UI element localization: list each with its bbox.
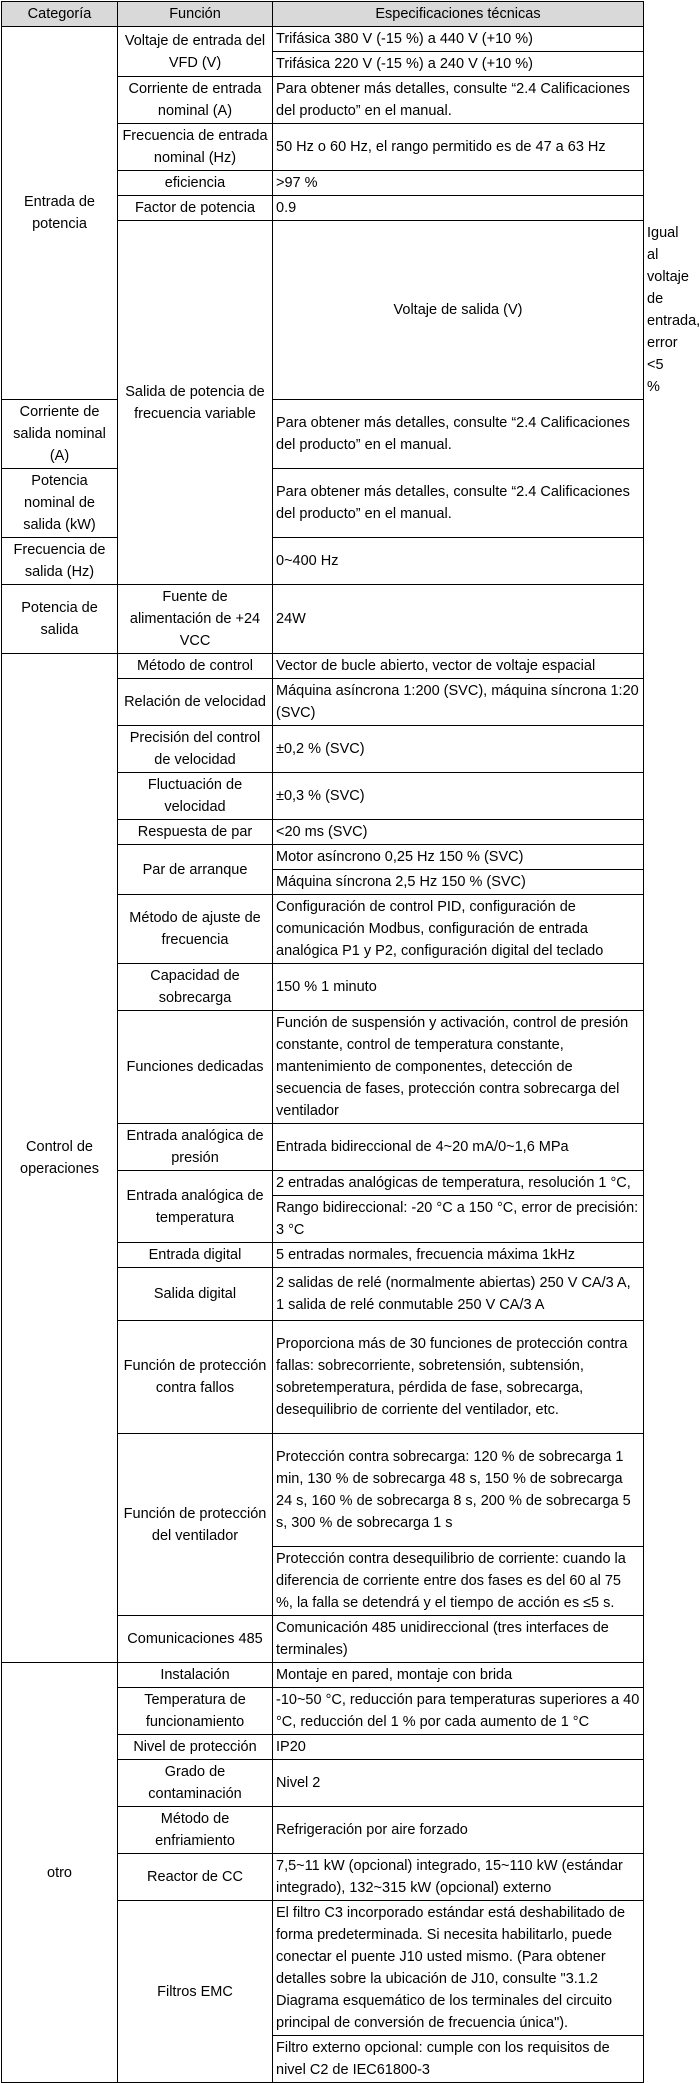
spec-cell: Protección contra desequilibrio de corriente: cuando la diferencia de corriente entre dos fases es del 60 al 75 %, la falla se detendrá y el tiempo de acción es ≤5 s. (273, 1547, 644, 1616)
function-cell: Respuesta de par (118, 820, 273, 845)
spec-cell: Máquina asíncrona 1:200 (SVC), máquina síncrona 1:20 (SVC) (273, 679, 644, 726)
spec-cell: <20 ms (SVC) (273, 820, 644, 845)
spec-cell: ±0,3 % (SVC) (273, 773, 644, 820)
header-category: Categoría (2, 2, 118, 27)
function-cell: Relación de velocidad (118, 679, 273, 726)
category-cell: Entrada de potencia (2, 27, 118, 400)
spec-cell: Para obtener más detalles, consulte “2.4 Calificaciones del producto” en el manual. (273, 77, 644, 124)
spec-cell: Para obtener más detalles, consulte “2.4 Calificaciones del producto” en el manual. (273, 400, 644, 469)
spec-cell: >97 % (273, 171, 644, 196)
table-row (2, 400, 644, 469)
category-cell: Control de operaciones (2, 654, 118, 1663)
spec-cell: Rango bidireccional: -20 °C a 150 °C, error de precisión: 3 °C (273, 1196, 644, 1243)
spec-cell: Para obtener más detalles, consulte “2.4 Calificaciones del producto” en el manual. (273, 469, 644, 538)
function-cell: Filtros EMC (118, 1901, 273, 2083)
header-row (2, 2, 644, 27)
spec-cell: 0~400 Hz (273, 538, 644, 585)
function-cell: Par de arranque (118, 845, 273, 895)
spec-cell: Configuración de control PID, configuración de comunicación Modbus, configuración de entrada analógica P1 y P2, configuración digital del teclado (273, 895, 644, 964)
table-row (2, 1663, 644, 1688)
function-cell: Frecuencia de entrada nominal (Hz) (118, 124, 273, 171)
spec-cell: 2 salidas de relé (normalmente abiertas) 250 V CA/3 A, 1 salida de relé conmutable 250 V CA/3 A (273, 1268, 644, 1321)
function-cell: Temperatura de funcionamiento (118, 1688, 273, 1735)
function-cell: Función de protección contra fallos (118, 1321, 273, 1434)
function-cell: Entrada digital (118, 1243, 273, 1268)
function-cell: Nivel de protección (118, 1735, 273, 1760)
spec-cell: 7,5~11 kW (opcional) integrado, 15~110 kW (estándar integrado), 132~315 kW (opcional) externo (273, 1854, 644, 1901)
function-cell: Función de protección del ventilador (118, 1434, 273, 1616)
spec-cell: Motor asíncrono 0,25 Hz 150 % (SVC) (273, 845, 644, 870)
table-row (2, 469, 644, 538)
spec-cell: Trifásica 220 V (-15 %) a 240 V (+10 %) (273, 52, 644, 77)
category-cell: Salida de potencia de frecuencia variable (118, 221, 273, 585)
function-cell: Método de ajuste de frecuencia (118, 895, 273, 964)
function-cell: Potencia nominal de salida (kW) (2, 469, 118, 538)
table-row (2, 538, 644, 585)
table-row (2, 27, 644, 52)
function-cell: Voltaje de entrada del VFD (V) (118, 27, 273, 77)
spec-cell: 24W (273, 585, 644, 654)
function-cell: Comunicaciones 485 (118, 1616, 273, 1663)
table-row: Salida de potencia de frecuencia variable Voltaje de salida (V) Igual al voltaje de entrada, error <5 % (2, 221, 644, 400)
spec-cell: 50 Hz o 60 Hz, el rango permitido es de 47 a 63 Hz (273, 124, 644, 171)
function-cell: Método de enfriamiento (118, 1807, 273, 1854)
function-cell: Reactor de CC (118, 1854, 273, 1901)
spec-cell: -10~50 °C, reducción para temperaturas superiores a 40 °C, reducción del 1 % por cada aumento de 1 °C (273, 1688, 644, 1735)
function-cell: Precisión del control de velocidad (118, 726, 273, 773)
spec-cell: Nivel 2 (273, 1760, 644, 1807)
spec-cell: 150 % 1 minuto (273, 964, 644, 1011)
function-cell: Fuente de alimentación de +24 VCC (118, 585, 273, 654)
spec-cell: ±0,2 % (SVC) (273, 726, 644, 773)
spec-cell: IP20 (273, 1735, 644, 1760)
function-cell: Funciones dedicadas (118, 1011, 273, 1124)
spec-cell: Refrigeración por aire forzado (273, 1807, 644, 1854)
function-cell: Frecuencia de salida (Hz) (2, 538, 118, 585)
category-cell: otro (2, 1663, 118, 2083)
function-cell: Corriente de entrada nominal (A) (118, 77, 273, 124)
spec-cell: Trifásica 380 V (-15 %) a 440 V (+10 %) (273, 27, 644, 52)
function-cell: Factor de potencia (118, 196, 273, 221)
spec-cell: Protección contra sobrecarga: 120 % de sobrecarga 1 min, 130 % de sobrecarga 48 s, 150 % de sobrecarga 24 s, 160 % de sobrecarga 8 s, 200 % de sobrecarga 5 s, 300 % de sobrecarga 1 s (273, 1434, 644, 1547)
spec-cell: El filtro C3 incorporado estándar está deshabilitado de forma predeterminada. Si necesita habilitarlo, puede conectar el puente J10 usted mismo. (Para obtener detalles sobre la ubicación de J10, consulte "3.1.2 Diagrama esquemático de los terminales del circuito principal de conversión de frecuencia única"). (273, 1901, 644, 2036)
header-specs: Especificaciones técnicas (273, 2, 644, 27)
spec-cell: Proporciona más de 30 funciones de protección contra fallas: sobrecorriente, sobretensión, subtensión, sobretemperatura, pérdida de fase, sobrecarga, desequilibrio de corriente del ventilador, etc. (273, 1321, 644, 1434)
spec-cell: 0.9 (273, 196, 644, 221)
function-cell: Método de control (118, 654, 273, 679)
function-cell: Fluctuación de velocidad (118, 773, 273, 820)
spec-cell: Vector de bucle abierto, vector de voltaje espacial (273, 654, 644, 679)
function-cell: Entrada analógica de temperatura (118, 1171, 273, 1243)
category-cell: Potencia de salida (2, 585, 118, 654)
spec-cell: Montaje en pared, montaje con brida (273, 1663, 644, 1688)
function-cell: Capacidad de sobrecarga (118, 964, 273, 1011)
function-cell: eficiencia (118, 171, 273, 196)
table-row (2, 654, 644, 679)
spec-cell: 2 entradas analógicas de temperatura, resolución 1 °C, (273, 1171, 644, 1196)
function-cell: Voltaje de salida (V) (273, 221, 644, 400)
function-cell: Instalación (118, 1663, 273, 1688)
spec-cell: Filtro externo opcional: cumple con los requisitos de nivel C2 de IEC61800-3 (273, 2036, 644, 2083)
function-cell: Entrada analógica de presión (118, 1124, 273, 1171)
table-row (2, 585, 644, 654)
spec-cell: Comunicación 485 unidireccional (tres interfaces de terminales) (273, 1616, 644, 1663)
header-function: Función (118, 2, 273, 27)
spec-cell: Función de suspensión y activación, control de presión constante, control de temperatura constante, mantenimiento de componentes, detección de secuencia de fases, protección contra sobrecarga del ventilador (273, 1011, 644, 1124)
spec-table (1, 1, 700, 2083)
spec-cell: Entrada bidireccional de 4~20 mA/0~1,6 MPa (273, 1124, 644, 1171)
function-cell: Salida digital (118, 1268, 273, 1321)
function-cell: Grado de contaminación (118, 1760, 273, 1807)
function-cell: Corriente de salida nominal (A) (2, 400, 118, 469)
spec-cell: Máquina síncrona 2,5 Hz 150 % (SVC) (273, 870, 644, 895)
spec-cell: 5 entradas normales, frecuencia máxima 1kHz (273, 1243, 644, 1268)
